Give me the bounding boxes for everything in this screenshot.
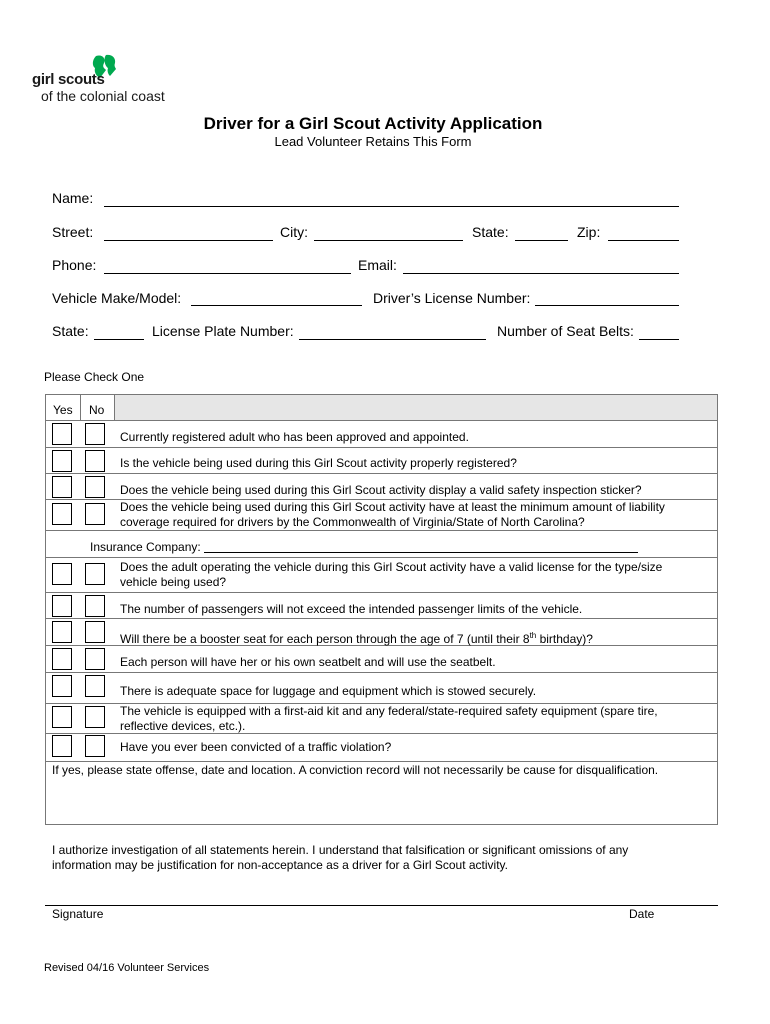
- yes-checkbox[interactable]: [52, 735, 72, 757]
- yes-checkbox[interactable]: [52, 675, 72, 697]
- insurance-field[interactable]: [204, 552, 638, 553]
- vehicle-label: Vehicle Make/Model:: [52, 290, 182, 306]
- booster-text-end: birthday)?: [536, 632, 593, 646]
- row-line: [45, 761, 718, 762]
- table-header-shade: [114, 395, 717, 420]
- date-label: Date: [629, 907, 655, 921]
- no-checkbox[interactable]: [85, 476, 105, 498]
- yes-checkbox[interactable]: [52, 476, 72, 498]
- yes-checkbox[interactable]: [52, 563, 72, 585]
- phone-field[interactable]: [104, 273, 351, 274]
- plate-label: License Plate Number:: [152, 323, 294, 339]
- yes-header: Yes: [53, 403, 73, 417]
- no-checkbox[interactable]: [85, 735, 105, 757]
- insurance-label: Insurance Company:: [90, 540, 201, 554]
- question-registered-adult: Currently registered adult who has been approved and appointed.: [120, 430, 469, 444]
- license-label: Driver’s License Number:: [373, 290, 531, 306]
- question-license-2: vehicle being used?: [120, 575, 227, 589]
- signature-label: Signature: [52, 907, 104, 921]
- question-booster-seat: [120, 628, 593, 647]
- state-field[interactable]: [515, 240, 568, 241]
- if-yes-instructions: If yes, please state offense, date and location. A conviction record will not necessarily be cause for disqualification.: [52, 763, 659, 777]
- row-line: [45, 618, 718, 619]
- no-checkbox[interactable]: [85, 675, 105, 697]
- row-line: [45, 473, 718, 474]
- name-field[interactable]: [104, 206, 679, 207]
- yes-checkbox[interactable]: [52, 450, 72, 472]
- no-checkbox[interactable]: [85, 621, 105, 643]
- question-license-1: Does the adult operating the vehicle during this Girl Scout activity have a valid license for the type/size: [120, 560, 663, 574]
- question-first-aid-1: The vehicle is equipped with a first-aid kit and any federal/state-required safety equipment (spare tire,: [120, 704, 658, 718]
- email-field[interactable]: [403, 273, 679, 274]
- footer-revision: Revised 04/16 Volunteer Services: [44, 962, 210, 974]
- no-checkbox[interactable]: [85, 423, 105, 445]
- logo-wordmark: girl scouts: [32, 71, 105, 88]
- row-line: [45, 672, 718, 673]
- zip-label: Zip:: [577, 224, 601, 240]
- city-label: City:: [280, 224, 308, 240]
- name-label: Name:: [52, 190, 94, 206]
- phone-label: Phone:: [52, 257, 97, 273]
- seatbelts-label: Number of Seat Belts:: [497, 323, 634, 339]
- row-line: [45, 530, 718, 531]
- state-label: State:: [472, 224, 509, 240]
- seatbelts-field[interactable]: [639, 339, 679, 340]
- question-first-aid-2: reflective devices, etc.).: [120, 719, 246, 733]
- license-field[interactable]: [535, 305, 679, 306]
- yes-checkbox[interactable]: [52, 706, 72, 728]
- no-checkbox[interactable]: [85, 595, 105, 617]
- no-checkbox[interactable]: [85, 450, 105, 472]
- no-checkbox[interactable]: [85, 648, 105, 670]
- no-checkbox[interactable]: [85, 563, 105, 585]
- authorization-text-1: I authorize investigation of all statements herein. I understand that falsification or significant omissions of any: [52, 843, 629, 857]
- no-header: No: [89, 403, 105, 417]
- question-passengers: The number of passengers will not exceed the intended passenger limits of the vehicle.: [120, 602, 583, 616]
- question-vehicle-registered: Is the vehicle being used during this Girl Scout activity properly registered?: [120, 456, 517, 470]
- page-subtitle: Lead Volunteer Retains This Form: [274, 134, 472, 149]
- no-checkbox[interactable]: [85, 503, 105, 525]
- vehicle-field[interactable]: [191, 305, 362, 306]
- yes-checkbox[interactable]: [52, 503, 72, 525]
- yes-checkbox[interactable]: [52, 621, 72, 643]
- yes-checkbox[interactable]: [52, 423, 72, 445]
- booster-text: Will there be a booster seat for each person through the age of 7 (until their 8: [120, 632, 530, 646]
- yes-checkbox[interactable]: [52, 648, 72, 670]
- question-traffic-violation: Have you ever been convicted of a traffic violation?: [120, 740, 392, 754]
- page-title: Driver for a Girl Scout Activity Application: [203, 114, 543, 133]
- yes-checkbox[interactable]: [52, 595, 72, 617]
- booster-sup: th: [529, 631, 537, 640]
- row-line: [45, 592, 718, 593]
- row-line: [45, 447, 718, 448]
- state2-label: State:: [52, 323, 89, 339]
- question-luggage: There is adequate space for luggage and equipment which is stowed securely.: [120, 684, 537, 698]
- street-field[interactable]: [104, 240, 273, 241]
- row-line: [45, 557, 718, 558]
- if-yes-answer-area[interactable]: [47, 780, 716, 823]
- question-liability-1: Does the vehicle being used during this Girl Scout activity have at least the minimum amount of liability: [120, 500, 665, 514]
- col-divider-yes: [80, 394, 81, 420]
- question-seatbelt: Each person will have her or his own seatbelt and will use the seatbelt.: [120, 655, 496, 669]
- zip-field[interactable]: [608, 240, 679, 241]
- col-divider-no: [114, 394, 115, 420]
- street-label: Street:: [52, 224, 94, 240]
- city-field[interactable]: [314, 240, 463, 241]
- authorization-text-2: information may be justification for non-acceptance as a driver for a Girl Scout activity.: [52, 858, 508, 872]
- check-heading: Please Check One: [44, 370, 145, 384]
- state2-field[interactable]: [94, 339, 144, 340]
- question-liability-2: coverage required for drivers by the Commonwealth of Virginia/State of North Carolina?: [120, 515, 585, 529]
- signature-line[interactable]: [45, 905, 718, 906]
- logo: [30, 54, 190, 106]
- logo-tagline: of the colonial coast: [41, 88, 165, 104]
- question-inspection-sticker: Does the vehicle being used during this Girl Scout activity display a valid safety inspection sticker?: [120, 483, 642, 497]
- email-label: Email:: [358, 257, 397, 273]
- no-checkbox[interactable]: [85, 706, 105, 728]
- plate-field[interactable]: [299, 339, 486, 340]
- row-line: [45, 420, 718, 421]
